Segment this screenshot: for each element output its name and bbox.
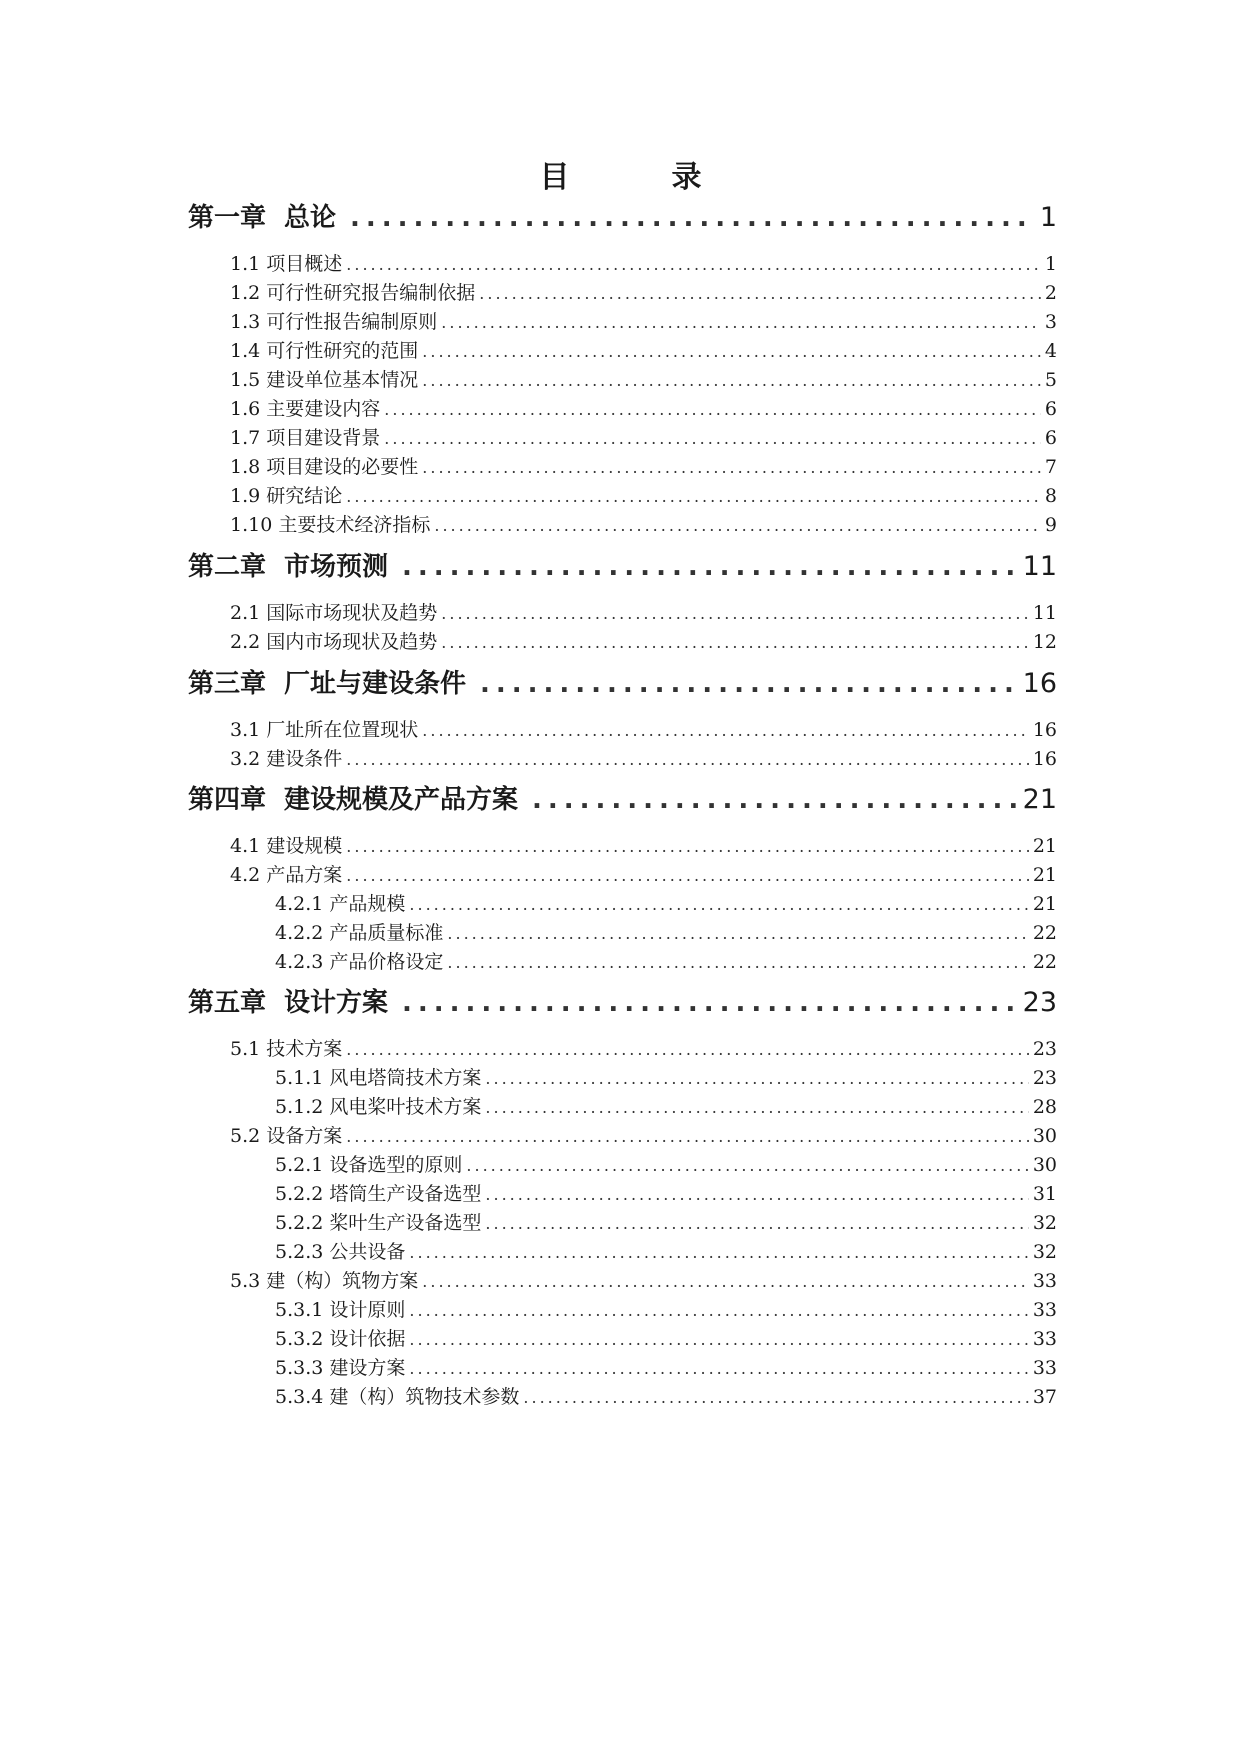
toc-page-number: 37: [1032, 1386, 1057, 1408]
toc-page-number: 11: [1032, 602, 1057, 624]
toc-page-number: 22: [1032, 951, 1057, 973]
toc-entry-label: 4.2.2 产品质量标准: [275, 922, 444, 944]
toc-entry-label: 5.2.1 设备选型的原则: [275, 1154, 463, 1176]
toc-page-number: 33: [1032, 1328, 1057, 1350]
toc-entry-label: 2.1 国际市场现状及趋势: [230, 602, 438, 624]
toc-section-row[interactable]: [230, 424, 1057, 452]
dot-leader: [409, 1239, 1028, 1267]
toc-entry-label: 5.3.2 设计依据: [275, 1328, 406, 1350]
dot-leader: [485, 1181, 1028, 1209]
dot-leader: [479, 280, 1041, 308]
toc-subsection-row[interactable]: [275, 1180, 1057, 1208]
toc-subsection-row[interactable]: [275, 1064, 1057, 1092]
toc-page-number: 28: [1032, 1096, 1057, 1118]
toc-entry-label: 1.3 可行性报告编制原则: [230, 311, 438, 333]
toc-entry-label: 5.1.2 风电桨叶技术方案: [275, 1096, 482, 1118]
toc-chapter-row[interactable]: [188, 780, 1057, 820]
chapter-number: 第五章: [188, 988, 267, 1018]
toc-entry-label: 4.1 建设规模: [230, 835, 343, 857]
toc-entry-label: 3.2 建设条件: [230, 748, 343, 770]
dot-leader: [346, 862, 1029, 890]
toc-section-row[interactable]: [230, 1267, 1057, 1295]
toc-section-row[interactable]: [230, 511, 1057, 539]
toc-chapter-row[interactable]: [188, 664, 1057, 704]
toc-entry-label: 4.2.1 产品规模: [275, 893, 406, 915]
dot-leader: [346, 483, 1041, 511]
dot-leader: [434, 512, 1041, 540]
dot-leader: [346, 746, 1029, 774]
dot-leader: [422, 454, 1041, 482]
toc-section-row[interactable]: [230, 366, 1057, 394]
dot-leader: [409, 891, 1028, 919]
toc-page-number: 33: [1032, 1270, 1057, 1292]
toc-page-number: 1: [1044, 253, 1057, 275]
toc-entry-label: 2.2 国内市场现状及趋势: [230, 631, 438, 653]
toc-entry-label: 5.1.1 风电塔筒技术方案: [275, 1067, 482, 1089]
toc-page-number: 2: [1044, 282, 1057, 304]
dot-leader: [480, 664, 1017, 704]
toc-page-number: 32: [1032, 1212, 1057, 1234]
chapter-title: 市场预测: [284, 552, 389, 582]
chapter-number: 第二章: [188, 552, 267, 582]
toc-section-row[interactable]: [230, 337, 1057, 365]
toc-page-number: 21: [1032, 835, 1057, 857]
dot-leader: [485, 1094, 1028, 1122]
dot-leader: [441, 309, 1041, 337]
toc-entry-label: 1.2 可行性研究报告编制依据: [230, 282, 476, 304]
toc-section-row[interactable]: [230, 250, 1057, 278]
toc-subsection-row[interactable]: [275, 1383, 1057, 1411]
toc-section-row[interactable]: [230, 308, 1057, 336]
toc-subsection-row[interactable]: [275, 919, 1057, 947]
toc-page-number: 23: [1032, 1038, 1057, 1060]
toc-subsection-row[interactable]: [275, 1209, 1057, 1237]
toc-entry-label: [188, 198, 336, 238]
toc-entry-label: 1.6 主要建设内容: [230, 398, 381, 420]
dot-leader: [523, 1384, 1028, 1412]
dot-leader: [409, 1326, 1028, 1354]
dot-leader: [447, 949, 1028, 977]
dot-leader: [441, 600, 1029, 628]
toc-entry-label: 5.2.2 桨叶生产设备选型: [275, 1212, 482, 1234]
toc-entry-label: 5.2.3 公共设备: [275, 1241, 406, 1263]
toc-entry-label: 5.3.3 建设方案: [275, 1357, 406, 1379]
toc-page-number: 21: [1022, 784, 1057, 815]
dot-leader: [422, 367, 1041, 395]
toc-section-row[interactable]: [230, 745, 1057, 773]
toc-entry-label: 5.3 建（构）筑物方案: [230, 1270, 419, 1292]
chapter-number: 第三章: [188, 669, 267, 699]
toc-page-number: 22: [1032, 922, 1057, 944]
toc-page-number: 30: [1032, 1154, 1057, 1176]
toc-entry-label: 1.1 项目概述: [230, 253, 343, 275]
toc-section-row[interactable]: [230, 1035, 1057, 1063]
toc-section-row[interactable]: [230, 1122, 1057, 1150]
toc-page-number: 16: [1032, 719, 1057, 741]
toc-chapter-row[interactable]: [188, 983, 1057, 1023]
toc-page-number: 21: [1032, 893, 1057, 915]
dot-leader: [346, 251, 1041, 279]
toc-entry-label: 4.2.3 产品价格设定: [275, 951, 444, 973]
toc-entry-label: 1.10 主要技术经济指标: [230, 514, 431, 536]
dot-leader: [402, 547, 1017, 587]
dot-leader: [485, 1065, 1028, 1093]
toc-page-number: 11: [1022, 551, 1057, 582]
dot-leader: [384, 425, 1041, 453]
toc-entry-label: 5.3.1 设计原则: [275, 1299, 406, 1321]
dot-leader: [346, 1036, 1029, 1064]
toc-entry-label: 4.2 产品方案: [230, 864, 343, 886]
toc-page-number: 16: [1022, 668, 1057, 699]
dot-leader: [422, 338, 1041, 366]
dot-leader: [402, 983, 1017, 1023]
toc-page-number: 16: [1032, 748, 1057, 770]
toc-page-number: 7: [1044, 456, 1057, 478]
chapter-number: 第一章: [188, 203, 267, 233]
toc-chapter-row[interactable]: [188, 198, 1057, 238]
toc-entry-label: 5.1 技术方案: [230, 1038, 343, 1060]
dot-leader: [409, 1297, 1028, 1325]
toc-entry-label: 1.7 项目建设背景: [230, 427, 381, 449]
toc-section-row[interactable]: [230, 482, 1057, 510]
toc-page-number: 30: [1032, 1125, 1057, 1147]
toc-page-number: 3: [1044, 311, 1057, 333]
toc-entry-label: 1.4 可行性研究的范围: [230, 340, 419, 362]
toc-entry-label: 1.8 项目建设的必要性: [230, 456, 419, 478]
toc-entry-label: [188, 780, 518, 820]
toc-page-number: 6: [1044, 398, 1057, 420]
dot-leader: [384, 396, 1041, 424]
toc-section-row[interactable]: [230, 453, 1057, 481]
toc-section-row[interactable]: [230, 832, 1057, 860]
dot-leader: [466, 1152, 1028, 1180]
toc-entry-label: 5.2.2 塔筒生产设备选型: [275, 1183, 482, 1205]
toc-entry-label: 3.1 厂址所在位置现状: [230, 719, 419, 741]
chapter-number: 第四章: [188, 785, 267, 815]
dot-leader: [409, 1355, 1028, 1383]
dot-leader: [441, 629, 1029, 657]
dot-leader: [532, 780, 1017, 820]
toc-page-number: 9: [1044, 514, 1057, 536]
toc-entry-label: 1.9 研究结论: [230, 485, 343, 507]
toc-page-number: 32: [1032, 1241, 1057, 1263]
chapter-title: 厂址与建设条件: [284, 669, 467, 699]
toc-page-number: 31: [1032, 1183, 1057, 1205]
page-title: 目 录: [539, 160, 738, 195]
toc-entry-label: [188, 983, 388, 1023]
toc-page-number: 23: [1022, 987, 1057, 1018]
toc-page-number: 33: [1032, 1299, 1057, 1321]
toc-page-number: 1: [1039, 202, 1057, 233]
toc-subsection-row[interactable]: [275, 1354, 1057, 1382]
dot-leader: [485, 1210, 1028, 1238]
toc-page-number: 6: [1044, 427, 1057, 449]
toc-page-number: 5: [1044, 369, 1057, 391]
dot-leader: [346, 833, 1029, 861]
dot-leader: [447, 920, 1028, 948]
toc-entry-label: 1.5 建设单位基本情况: [230, 369, 419, 391]
chapter-title: 总论: [284, 203, 337, 233]
toc-chapter-row[interactable]: [188, 547, 1057, 587]
toc-page-number: 23: [1032, 1067, 1057, 1089]
toc-section-row[interactable]: [230, 716, 1057, 744]
toc-section-row[interactable]: [230, 599, 1057, 627]
toc-subsection-row[interactable]: [275, 1151, 1057, 1179]
toc-page-number: 4: [1044, 340, 1057, 362]
toc-entry-label: [188, 547, 388, 587]
toc-subsection-row[interactable]: [275, 1325, 1057, 1353]
toc-page-number: 21: [1032, 864, 1057, 886]
toc-entry-label: 5.3.4 建（构）筑物技术参数: [275, 1386, 520, 1408]
toc-section-row[interactable]: [230, 861, 1057, 889]
toc-subsection-row[interactable]: [275, 890, 1057, 918]
dot-leader: [422, 717, 1029, 745]
toc-subsection-row[interactable]: [275, 1296, 1057, 1324]
toc-section-row[interactable]: [230, 279, 1057, 307]
chapter-title: 建设规模及产品方案: [284, 785, 519, 815]
dot-leader: [350, 198, 1034, 238]
dot-leader: [422, 1268, 1029, 1296]
toc-subsection-row[interactable]: [275, 948, 1057, 976]
toc-page-number: 33: [1032, 1357, 1057, 1379]
toc-section-row[interactable]: [230, 628, 1057, 656]
toc-subsection-row[interactable]: [275, 1093, 1057, 1121]
toc-section-row[interactable]: [230, 395, 1057, 423]
toc-entry-label: 5.2 设备方案: [230, 1125, 343, 1147]
chapter-title: 设计方案: [284, 988, 389, 1018]
dot-leader: [346, 1123, 1029, 1151]
toc-page-number: 8: [1044, 485, 1057, 507]
toc-subsection-row[interactable]: [275, 1238, 1057, 1266]
toc-page-number: 12: [1032, 631, 1057, 653]
toc-entry-label: [188, 664, 466, 704]
